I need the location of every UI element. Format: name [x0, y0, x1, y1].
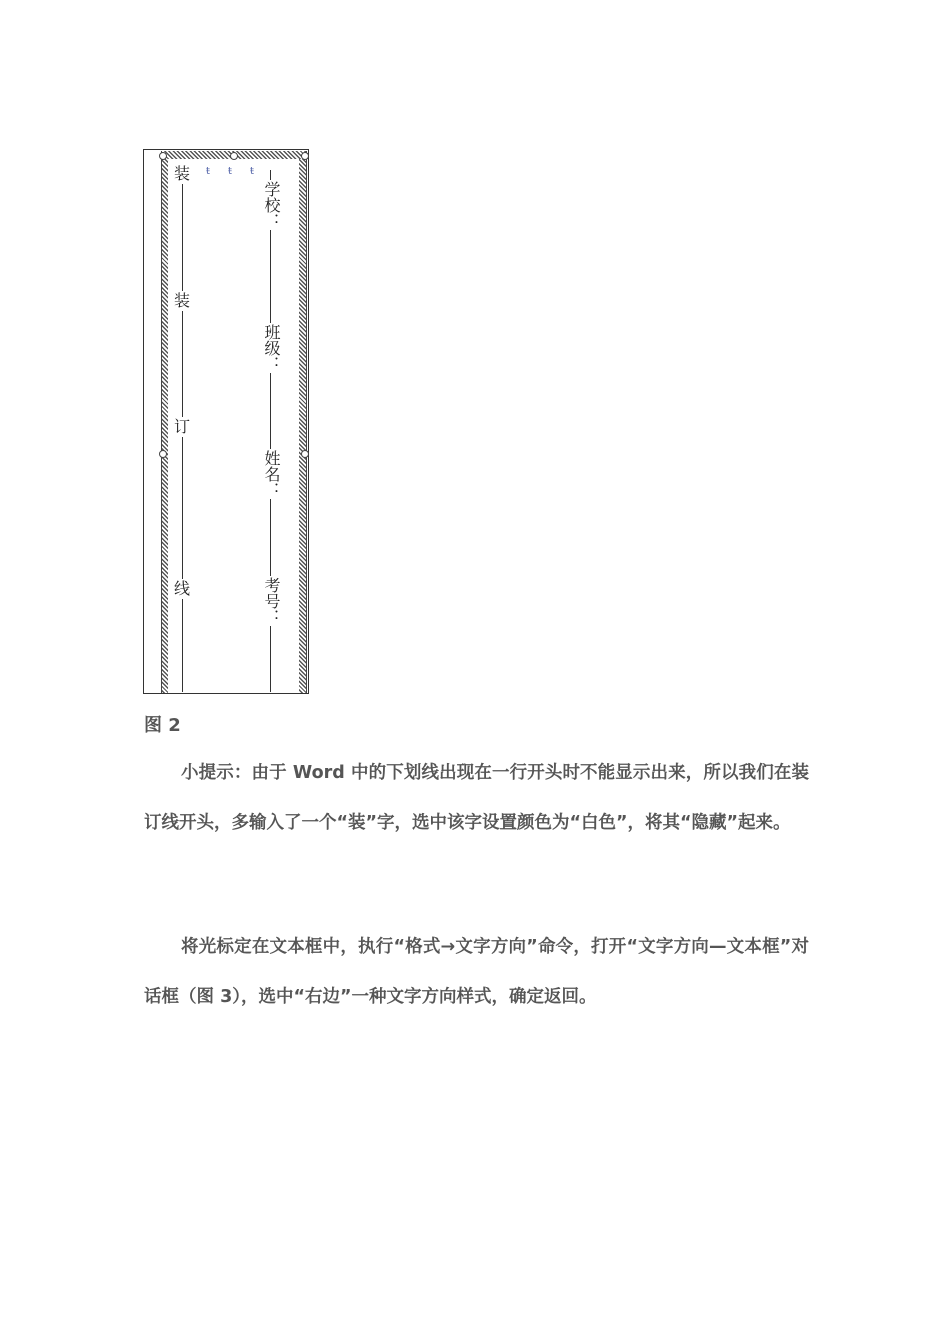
resize-handle-middle-left[interactable] — [159, 450, 167, 458]
binding-char: 订 — [173, 417, 190, 436]
paragraph-mark: ŧ — [206, 166, 210, 177]
hidden-start-char: 装 — [173, 164, 190, 183]
binding-char: 线 — [173, 579, 190, 598]
binding-char: 装 — [173, 291, 190, 310]
resize-handle-middle-right[interactable] — [301, 450, 309, 458]
paragraph-mark: ŧ — [250, 166, 254, 177]
figure-caption: 图 2 — [144, 715, 181, 736]
binding-line-figure — [143, 149, 309, 694]
binding-line-left — [182, 184, 183, 692]
paragraph-mark: ŧ — [228, 166, 232, 177]
school-label: 学校： — [262, 181, 281, 229]
frame-edge-left — [161, 151, 162, 693]
resize-handle-top-left[interactable] — [159, 152, 167, 160]
class-label: 班级： — [262, 324, 281, 372]
exam-number-label: 考号： — [262, 577, 281, 625]
resize-handle-top-center[interactable] — [230, 152, 238, 160]
name-label: 姓名： — [262, 450, 281, 498]
frame-edge-right — [306, 151, 307, 693]
tip-paragraph: 小提示：由于 Word 中的下划线出现在一行开头时不能显示出来，所以我们在装订线开头，多输入了一个“装”字，选中该字设置颜色为“白色”，将其“隐藏”起来。 — [144, 763, 809, 833]
text-box-border-left — [161, 159, 168, 693]
instruction-paragraph: 将光标定在文本框中，执行“格式→文字方向”命令，打开“文字方向—文本框”对话框（图 3），选中“右边”一种文字方向样式，确定返回。 — [144, 937, 809, 1007]
resize-handle-top-right[interactable] — [301, 152, 309, 160]
